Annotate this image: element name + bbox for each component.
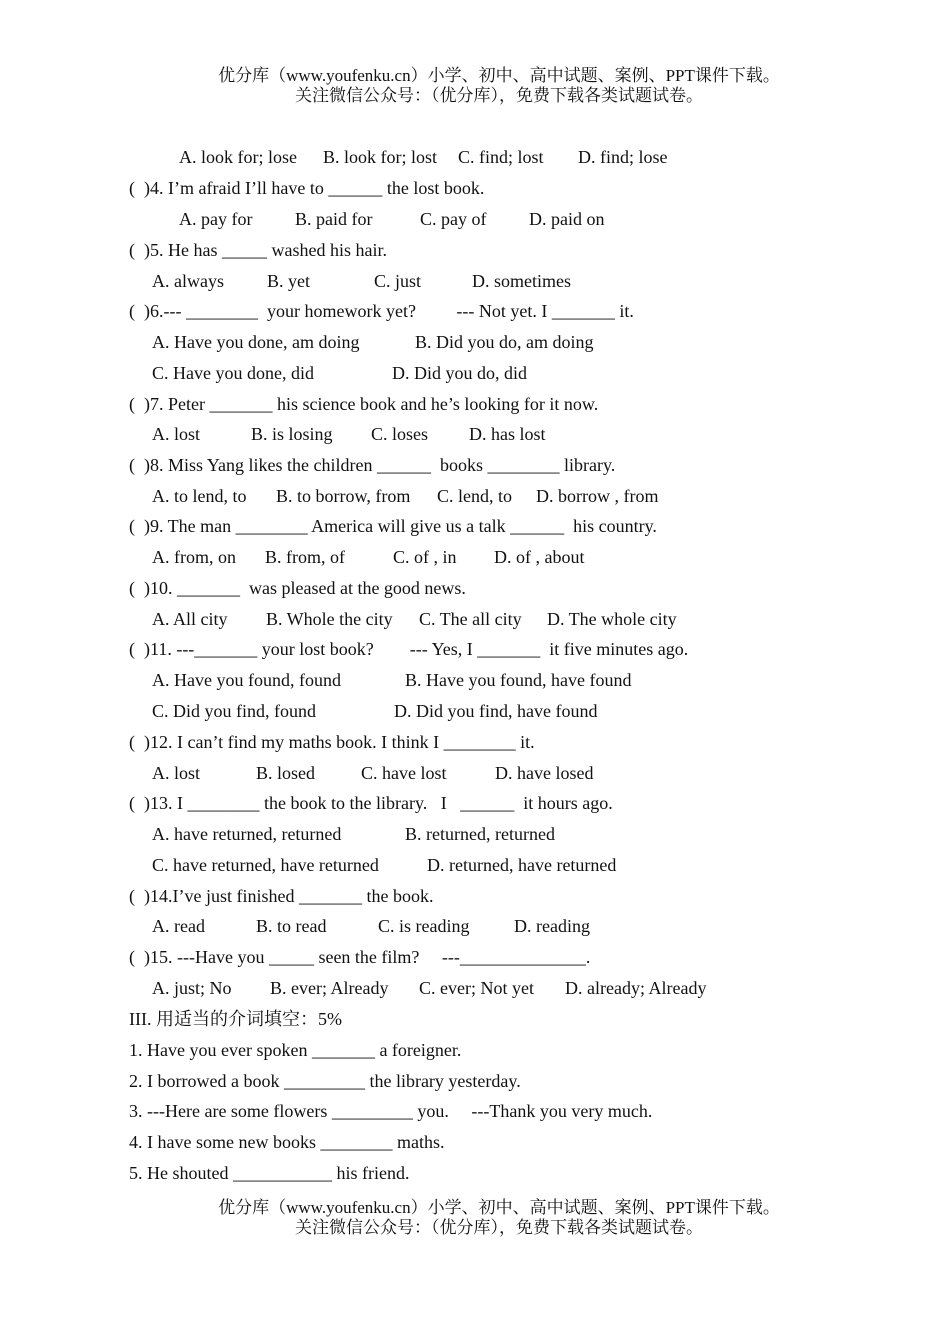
option-a: A. just; No bbox=[152, 978, 232, 998]
option-c: C. have lost bbox=[361, 763, 447, 783]
option-b: B. to read bbox=[256, 916, 327, 936]
option-b: B. to borrow, from bbox=[276, 486, 411, 506]
question-stem: ( )13. I ________ the book to the library. I ______ it hours ago. bbox=[129, 793, 613, 813]
option-b: B. Whole the city bbox=[266, 609, 393, 629]
option-a: A. pay for bbox=[179, 209, 253, 229]
option-b: B. Did you do, am doing bbox=[415, 332, 594, 352]
option-a: A. Have you done, am doing bbox=[152, 332, 360, 352]
option-b: B. losed bbox=[256, 763, 316, 783]
option-c: C. loses bbox=[371, 424, 429, 444]
option-c: C. lend, to bbox=[437, 486, 512, 506]
option-b: B. returned, returned bbox=[405, 824, 555, 844]
header-line-1: 优分库（www.youfenku.cn）小学、初中、高中试题、案例、PPT课件下载。 bbox=[218, 66, 780, 85]
option-d: D. has lost bbox=[469, 424, 546, 444]
question-stem: ( )8. Miss Yang likes the children ______ books ________ library. bbox=[129, 455, 616, 475]
option-b: B. paid for bbox=[295, 209, 373, 229]
option-c: C. ever; Not yet bbox=[419, 978, 534, 998]
question-stem: ( )6.--- ________ your homework yet? --- Not yet. I _______ it. bbox=[129, 301, 634, 321]
page-footer bbox=[0, 1198, 950, 1238]
option-d: D. returned, have returned bbox=[427, 855, 617, 875]
question-stem: ( )14.I’ve just finished _______ the book. bbox=[129, 886, 434, 906]
fill-item: 2. I borrowed a book _________ the library yesterday. bbox=[129, 1071, 521, 1091]
option-c: C. have returned, have returned bbox=[152, 855, 379, 875]
option-a: A. Have you found, found bbox=[152, 670, 341, 690]
option-a: A. lost bbox=[152, 763, 201, 783]
fill-item: 4. I have some new books ________ maths. bbox=[129, 1132, 445, 1152]
footer-line-1: 优分库（www.youfenku.cn）小学、初中、高中试题、案例、PPT课件下载。 bbox=[218, 1198, 780, 1217]
option-a: A. to lend, to bbox=[152, 486, 247, 506]
option-c: C. of , in bbox=[393, 547, 457, 567]
option-d: D. have losed bbox=[495, 763, 594, 783]
option-a: A. lost bbox=[152, 424, 201, 444]
option-c: C. just bbox=[374, 271, 422, 291]
question-stem: ( )4. I’m afraid I’ll have to ______ the lost book. bbox=[129, 178, 485, 198]
header-line-2: 关注微信公众号：（优分库），免费下载各类试题试卷。 bbox=[295, 86, 703, 105]
option-b: B. from, of bbox=[265, 547, 345, 567]
option-d: D. of , about bbox=[494, 547, 585, 567]
section-title: III. 用适当的介词填空：5% bbox=[129, 1009, 342, 1029]
option-b: B. ever; Already bbox=[270, 978, 389, 998]
page-header bbox=[0, 66, 950, 106]
question-stem: ( )10. _______ was pleased at the good news. bbox=[129, 578, 466, 598]
question-stem: ( )12. I can’t find my maths book. I think I ________ it. bbox=[129, 732, 535, 752]
q3-option-b: B. look for; lost bbox=[323, 147, 438, 167]
fill-item: 5. He shouted ___________ his friend. bbox=[129, 1163, 410, 1183]
option-c: C. pay of bbox=[420, 209, 487, 229]
question-stem: ( )5. He has _____ washed his hair. bbox=[129, 240, 387, 260]
option-d: D. borrow , from bbox=[536, 486, 659, 506]
question-stem: ( )11. ---_______ your lost book? --- Yes, I _______ it five minutes ago. bbox=[129, 639, 689, 659]
option-d: D. Did you do, did bbox=[392, 363, 527, 383]
option-a: A. from, on bbox=[152, 547, 236, 567]
option-d: D. reading bbox=[514, 916, 590, 936]
option-a: A. have returned, returned bbox=[152, 824, 342, 844]
option-d: D. sometimes bbox=[472, 271, 571, 291]
footer-line-2: 关注微信公众号：（优分库），免费下载各类试题试卷。 bbox=[295, 1218, 703, 1237]
option-c: C. The all city bbox=[419, 609, 522, 629]
option-c: C. Did you find, found bbox=[152, 701, 316, 721]
fill-item: 1. Have you ever spoken _______ a foreigner. bbox=[129, 1040, 462, 1060]
option-d: D. paid on bbox=[529, 209, 605, 229]
option-d: D. already; Already bbox=[565, 978, 707, 998]
question-stem: ( )9. The man ________ America will give us a talk ______ his country. bbox=[129, 516, 657, 536]
option-b: B. yet bbox=[267, 271, 310, 291]
option-a: A. read bbox=[152, 916, 205, 936]
option-b: B. is losing bbox=[251, 424, 333, 444]
q3-option-a: A. look for; lose bbox=[179, 147, 297, 167]
fill-item: 3. ---Here are some flowers _________ you. ---Thank you very much. bbox=[129, 1101, 653, 1121]
option-c: C. is reading bbox=[378, 916, 470, 936]
q3-option-c: C. find; lost bbox=[458, 147, 544, 167]
option-c: C. Have you done, did bbox=[152, 363, 314, 383]
option-d: D. The whole city bbox=[547, 609, 677, 629]
option-a: A. All city bbox=[152, 609, 228, 629]
question-stem: ( )15. ---Have you _____ seen the film? ---______________. bbox=[129, 947, 591, 967]
question-stem: ( )7. Peter _______ his science book and he’s looking for it now. bbox=[129, 394, 599, 414]
option-b: B. Have you found, have found bbox=[405, 670, 632, 690]
option-d: D. Did you find, have found bbox=[394, 701, 598, 721]
option-a: A. always bbox=[152, 271, 224, 291]
q3-option-d: D. find; lose bbox=[578, 147, 668, 167]
